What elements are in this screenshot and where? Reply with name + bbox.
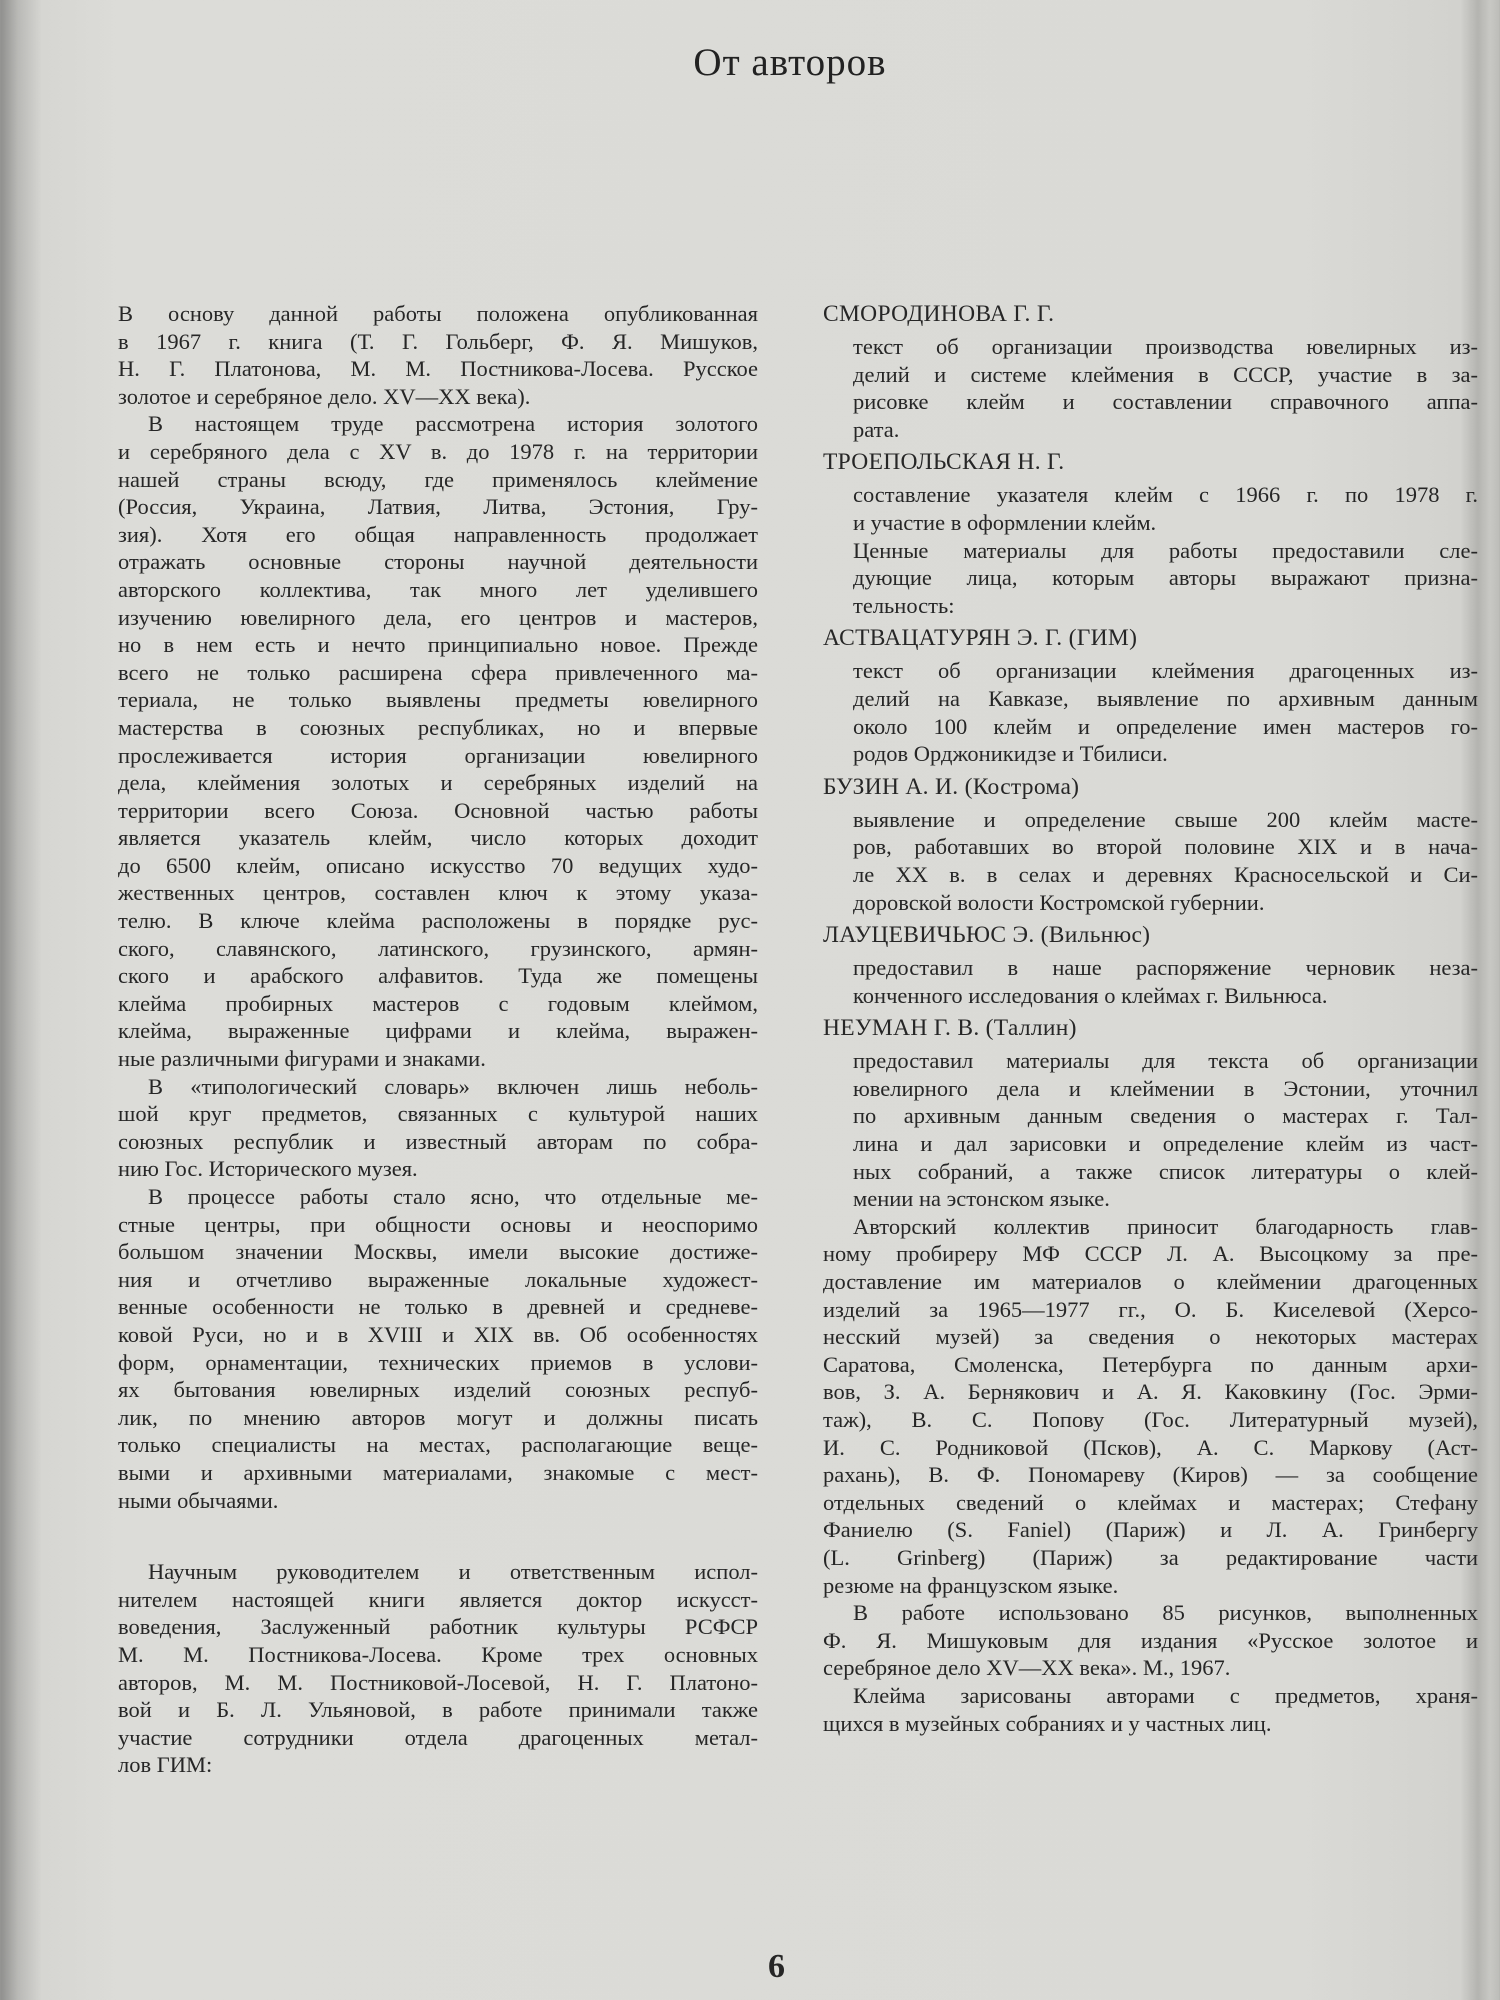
text-line: ров, работавших во второй половине XIX и в нача- [853,834,1478,860]
text-line: союзных республик и известный авторам по собра- [118,1128,758,1154]
text-line: клейма, выраженные цифрами и клейма, выражен- [118,1018,758,1044]
text-line: Авторский коллектив приносит благодарность глав- [853,1213,1478,1239]
text-line: территории всего Союза. Основной частью работы [118,797,758,823]
text-line: нашей страны всюду, где применялось клеймение [118,466,758,492]
text-line: ях бытования ювелирных изделий союзных респуб- [118,1377,758,1403]
text-line: ных собраний, а также список литературы о клей- [853,1158,1478,1184]
text-line: нителем настоящей книги является доктор искусст- [118,1586,758,1612]
text-line: Клейма зарисованы авторами с предметов, храня- [853,1682,1478,1708]
text-line: родов Орджоникидзе и Тбилиси. [853,741,1168,767]
text-line: Саратова, Смоленска, Петербурга по данным архи- [823,1351,1478,1377]
text-line: ному пробиреру МФ СССР Л. А. Высоцкому за пре- [823,1241,1478,1267]
text-line: териала, не только выявлены предметы ювелирного [118,687,758,713]
contributor-description [823,537,1478,620]
text-line: золотое и серебряное дело. XV—XX века). [118,383,531,409]
page-title: От авторов [693,41,887,84]
contributor-description [823,806,1478,916]
text-line: предоставил материалы для текста об организации [853,1048,1478,1074]
text-line: выявление и определение свыше 200 клейм масте- [853,806,1478,832]
text-line: жественных центров, составлен ключ к этому указа- [118,880,758,906]
paragraph [118,300,758,410]
text-line: мении на эстонском языке. [853,1186,1110,1212]
text-line: по архивным данным сведения о мастерах г. Тал- [853,1103,1478,1129]
paragraph [118,1558,758,1779]
contributor-description [823,333,1478,443]
text-line: изучению ювелирного дела, его центров и мастеров, [118,604,758,630]
text-line: ными обычаями. [118,1487,279,1513]
text-line: ского, славянского, латинского, грузинского, армян- [118,935,758,961]
contributor-description [823,954,1478,1009]
text-line: телю. В ключе клейма расположены в порядке рус- [118,908,758,934]
text-line: воведения, Заслуженный работник культуры РСФСР [118,1614,758,1640]
text-line: большом значении Москвы, имели высокие достиже- [118,1239,758,1265]
text-line: мастерства в союзных республиках, но и впервые [118,714,758,740]
text-line: участие сотрудники отдела драгоценных метал- [118,1724,758,1750]
text-line: Н. Г. Платонова, М. М. Постникова-Лосева. Русское [118,356,758,382]
contributor-name: СМОРОДИНОВА Г. Г. [823,301,1055,327]
contributor-name: АСТВАЦАТУРЯН Э. Г. (ГИМ) [823,625,1138,652]
text-line: ные различными фигурами и знаками. [118,1046,486,1072]
text-line: В основу данной работы положена опубликованная [118,301,758,326]
contributor-name: БУЗИН А. И. (Кострома) [823,773,1080,800]
text-line: тельность: [853,592,955,618]
text-line: клейма пробирных мастеров с годовым клеймом, [118,990,758,1016]
text-line: делий на Кавказе, выявление по архивным данным [853,685,1478,711]
contributor-name: НЕУМАН Г. В. (Таллин) [823,1015,1077,1042]
text-line: таж), В. С. Попову (Гос. Литературный музей), [823,1407,1478,1432]
paragraph [823,1599,1478,1682]
paragraph [823,1682,1478,1737]
text-line: рисовке клейм и составлении справочного аппа- [853,389,1478,415]
text-line: конченного исследования о клеймах г. Вильнюса. [853,982,1328,1008]
text-line: изделий за 1965—1977 гг., О. Б. Киселевой (Херсо- [823,1296,1478,1322]
text-line: до 6500 клейм, описано искусство 70 ведущих худо- [118,852,758,878]
text-line: В работе использовано 85 рисунков, выполненных [853,1600,1478,1626]
text-line: является указатель клейм, число которых доходит [118,825,758,851]
text-line: лик, по мнению авторов могут и должны писать [118,1404,758,1430]
paragraph [118,1073,758,1183]
text-line: Ценные материалы для работы предоставили сле- [853,537,1478,563]
text-line: отражать основные стороны научной деятельности [118,549,758,575]
text-line: М. М. Постникова-Лосева. Кроме трех основных [118,1641,758,1667]
contributor-description [823,1047,1478,1213]
text-line: авторского коллектива, так много лет уделившего [118,576,758,602]
text-line: прослеживается история организации ювелирного [118,742,758,768]
text-line: Фаниелю (S. Faniel) (Париж) и Л. А. Гринбергу [823,1517,1478,1543]
text-line: резюме на французском языке. [823,1572,1119,1598]
text-line: (L. Grinberg) (Париж) за редактирование части [823,1544,1478,1570]
text-line: всего не только расширена сфера привлеченного ма- [118,659,758,685]
text-line: форм, орнаментации, технических приемов в услови- [118,1349,758,1375]
text-line: ния и отчетливо выраженные локальные художест- [118,1266,758,1292]
text-line: вой и Б. Л. Ульяновой, в работе принимали также [118,1697,758,1723]
text-line: Ф. Я. Мишуковым для издания «Русское золотое и [823,1627,1478,1653]
text-line: авторов, М. М. Постниковой-Лосевой, Н. Г. Платоно- [118,1669,758,1695]
text-line: вов, З. А. Бернякович и А. Я. Каковкину (Гос. Эрми- [823,1379,1478,1405]
text-line: только специалисты на местах, располагающие веще- [118,1432,758,1458]
text-line: щихся в музейных собраниях и у частных лиц. [823,1710,1272,1736]
text-line: ского и арабского алфавитов. Туда же помещены [118,963,758,989]
contributor-description [823,657,1478,767]
text-line: и участие в оформлении клейм. [853,509,1157,535]
paragraph [823,1213,1478,1599]
left-column [118,300,758,1779]
text-line: И. С. Родниковой (Псков), А. С. Маркову (Аст- [823,1434,1478,1460]
text-line: В «типологический словарь» включен лишь неболь- [148,1073,758,1099]
text-line: В настоящем труде рассмотрена история золотого [148,411,758,437]
text-line: текст об организации производства ювелирных из- [853,334,1478,359]
text-line: В процессе работы стало ясно, что отдельные ме- [148,1184,758,1209]
text-line: рата. [853,416,900,442]
text-line: ковой Руси, но и в XVIII и XIX вв. Об особенностях [118,1321,758,1347]
text-line: и серебряного дела с XV в. до 1978 г. на территории [118,438,758,464]
text-line: зия). Хотя его общая направленность продолжает [118,521,758,547]
text-line: нию Гос. Исторического музея. [118,1156,418,1182]
text-line: рахань), В. Ф. Пономареву (Киров) — за сообщение [823,1462,1478,1488]
text-line: дела, клеймения золотых и серебряных изделий на [118,770,758,796]
text-line: текст об организации клеймения драгоценных из- [853,658,1478,684]
contributor-description [823,481,1478,536]
text-line: около 100 клейм и определение имен мастеров го- [853,713,1478,739]
text-line: несский музей) за сведения о некоторых мастерах [823,1324,1478,1350]
text-line: но в нем есть и нечто принципиально новое. Прежде [118,632,758,658]
page-number: 6 [768,1948,785,1985]
text-line: отдельных сведений о клеймах и мастерах; Стефану [823,1489,1478,1515]
text-line: доровской волости Костромской губернии. [853,889,1265,915]
text-line: делий и системе клеймения в СССР, участие в за- [853,361,1478,387]
paragraph [118,1183,758,1514]
text-line: доставление им материалов о клеймении драгоценных [823,1269,1478,1295]
paragraph [118,410,758,1072]
text-line: ювелирного дела и клеймении в Эстонии, уточнил [853,1075,1478,1101]
contributor-name: ТРОЕПОЛЬСКАЯ Н. Г. [823,449,1065,476]
contributor-name: ЛАУЦЕВИЧЬЮС Э. (Вильнюс) [823,922,1151,949]
text-line: серебряное дело XV—XX века». М., 1967. [823,1655,1231,1681]
text-line: стные центры, при общности основы и неоспоримо [118,1211,758,1237]
text-line: шой круг предметов, связанных с культурой наших [118,1101,758,1127]
right-column [823,295,1478,1737]
text-line: составление указателя клейм с 1966 г. по 1978 г. [853,482,1478,508]
text-line: предоставил в наше распоряжение черновик неза- [853,955,1478,981]
text-line: лов ГИМ: [118,1752,213,1778]
text-line: дующие лица, которым авторы выражают призна- [853,565,1478,591]
text-line: в 1967 г. книга (Т. Г. Гольберг, Ф. Я. Мишуков, [118,328,758,354]
text-line: выми и архивными материалами, знакомые с мест- [118,1459,758,1485]
text-line: венные особенности не только в древней и средневе- [118,1294,758,1320]
text-line: ле XX в. в селах и деревнях Красносельской и Си- [853,861,1478,887]
text-line: лина и дал зарисовки и определение клейм из част- [853,1131,1478,1157]
text-line: Научным руководителем и ответственным испол- [148,1559,758,1585]
text-line: (Россия, Украина, Латвия, Литва, Эстония, Гру- [118,494,758,520]
